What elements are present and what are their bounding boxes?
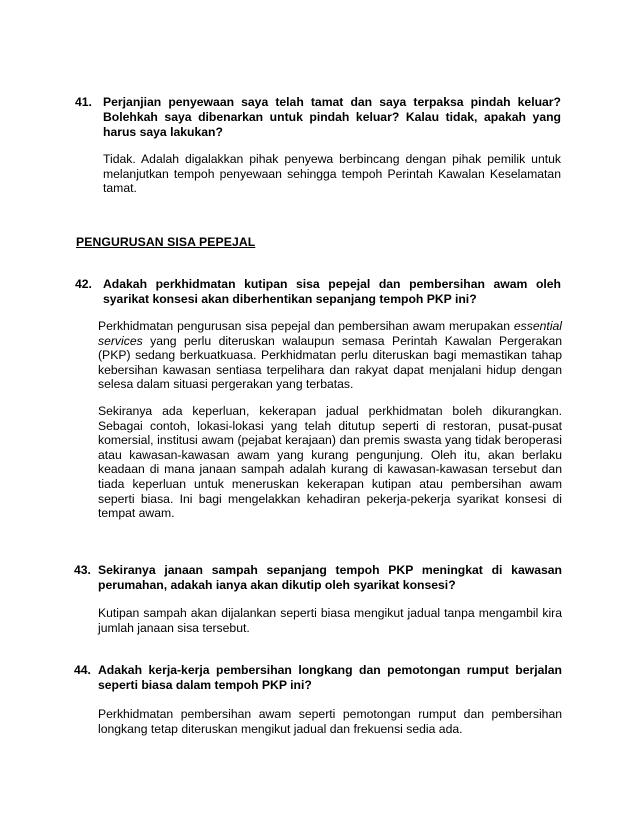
question-43	[74, 563, 562, 593]
answer-emphasis: essential services	[98, 319, 563, 348]
answer-44	[98, 707, 562, 736]
question-number: 41.	[75, 95, 92, 109]
question-text: Perjanjian penyewaan saya telah tamat dan saya terpaksa pindah keluar? Bolehkah saya dibenarkan untuk pindah keluar? Kalau tidak, apakah yang harus saya lakukan?	[103, 95, 561, 139]
question-42	[75, 277, 561, 307]
answer-text: Perkhidmatan pembersihan awam seperti pemotongan rumput dan pembersihan longkang tetap diteruskan mengikut jadual dan frekuensi sedia ada.	[98, 707, 562, 736]
question-44	[74, 663, 562, 693]
question-text: Adakah kerja-kerja pembersihan longkang dan pemotongan rumput berjalan seperti biasa dalam tempoh PKP ini?	[98, 663, 562, 692]
answer-text: yang perlu diteruskan walaupun semasa Perintah Kawalan Pergerakan (PKP) sedang berkuatkuasa. Perkhidmatan perlu diteruskan bagi memastikan tahap kebersihan kawasan sentiasa terpelihara dan rakyat dapat menjalani hidup dengan selesa dalam situasi pergerakan yang terbatas.	[98, 333, 563, 392]
answer-text: Kutipan sampah akan dijalankan seperti biasa mengikut jadual tanpa mengambil kira jumlah janaan sisa tersebut.	[98, 606, 562, 635]
section-heading: PENGURUSAN SISA PEPEJAL	[76, 235, 256, 249]
answer-42-paragraph-2	[98, 404, 562, 521]
answer-text: Sekiranya ada keperluan, kekerapan jadual perkhidmatan boleh dikurangkan. Sebagai contoh, lokasi-lokasi yang telah ditutup seperti di restoran, pusat-pusat komersial, institusi awam (pejabat kerajaan) dan premis swasta yang tidak beroperasi atau kawasan-kawasan awam yang kurang pengunjung. Oleh itu, akan berlaku keadaan di mana janaan sampah adalah kurang di kawasan-kawasan tersebut dan tiada keperluan untuk meneruskan kekerapan kutipan atau pembersihan awam seperti biasa. Ini bagi mengelakkan kehadiran pekerja-pekerja syarikat konsesi di tempat awam.	[98, 404, 562, 521]
question-41	[75, 95, 561, 140]
answer-41	[103, 152, 561, 196]
answer-text: Perkhidmatan pengurusan sisa pepejal dan pembersihan awam merupakan	[98, 319, 511, 333]
question-number: 43.	[74, 563, 91, 577]
question-text: Adakah perkhidmatan kutipan sisa pepejal dan pembersihan awam oleh syarikat konsesi akan diberhentikan sepanjang tempoh PKP ini?	[103, 277, 561, 306]
answer-42-paragraph-1	[98, 319, 562, 392]
question-number: 44.	[74, 663, 91, 677]
answer-43	[98, 606, 562, 635]
answer-text: Tidak. Adalah digalakkan pihak penyewa berbincang dengan pihak pemilik untuk melanjutkan tempoh penyewaan sehingga tempoh Perintah Kawalan Keselamatan tamat.	[103, 152, 561, 196]
question-text: Sekiranya janaan sampah sepanjang tempoh PKP meningkat di kawasan perumahan, adakah ianya akan dikutip oleh syarikat konsesi?	[98, 563, 562, 592]
question-number: 42.	[75, 277, 92, 291]
